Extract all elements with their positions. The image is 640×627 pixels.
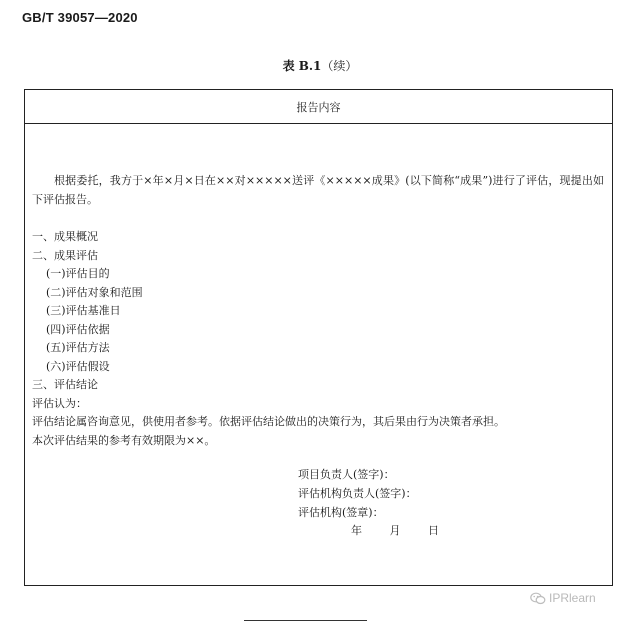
signature-line: 评估机构负责人(签字)： bbox=[298, 487, 417, 500]
outline-item: 一、成果概况 bbox=[32, 230, 98, 243]
conclusion-line: 评估结论属咨询意见，供使用者参考。依据评估结论做出的决策行为，其后果由行为决策者承担。 bbox=[32, 415, 505, 428]
conclusion-line: 评估认为： bbox=[32, 396, 87, 410]
outline-subitem: (三)评估基准日 bbox=[46, 304, 121, 317]
outline-subitem: (二)评估对象和范围 bbox=[46, 285, 143, 299]
date-line: 年 月 日 bbox=[351, 524, 439, 537]
outline-item: 三、评估结论 bbox=[32, 378, 98, 391]
table-title-number: 表 B.1 bbox=[282, 59, 322, 73]
table-title-continued: （续） bbox=[321, 59, 358, 73]
watermark bbox=[530, 591, 596, 605]
header-cell-label: 报告内容 bbox=[296, 100, 341, 114]
report-outline bbox=[32, 228, 604, 450]
signature-block bbox=[298, 465, 417, 522]
table-title bbox=[0, 57, 640, 74]
page-bottom-rule bbox=[244, 620, 367, 621]
signature-line: 项目负责人(签字)： bbox=[298, 468, 395, 481]
conclusion-line: 本次评估结果的参考有效期限为××。 bbox=[32, 433, 216, 447]
table-header-cell bbox=[25, 90, 612, 124]
outline-subitem: (六)评估假设 bbox=[46, 359, 110, 373]
watermark-text: IPRlearn bbox=[549, 591, 596, 605]
standard-code: GB/T 39057—2020 bbox=[22, 10, 138, 25]
outline-subitem: (一)评估目的 bbox=[46, 267, 110, 280]
intro-paragraph: 根据委托，我方于×年×月×日在××对×××××送评《×××××成果》(以下简称“成果”)进行了评估，现提出如下评估报告。 bbox=[32, 174, 604, 206]
outline-item: 二、成果评估 bbox=[32, 248, 98, 262]
outline-subitem: (五)评估方法 bbox=[46, 341, 110, 354]
outline-subitem: (四)评估依据 bbox=[46, 322, 110, 336]
wechat-icon bbox=[530, 592, 546, 605]
signature-line: 评估机构(签章)： bbox=[298, 506, 384, 519]
